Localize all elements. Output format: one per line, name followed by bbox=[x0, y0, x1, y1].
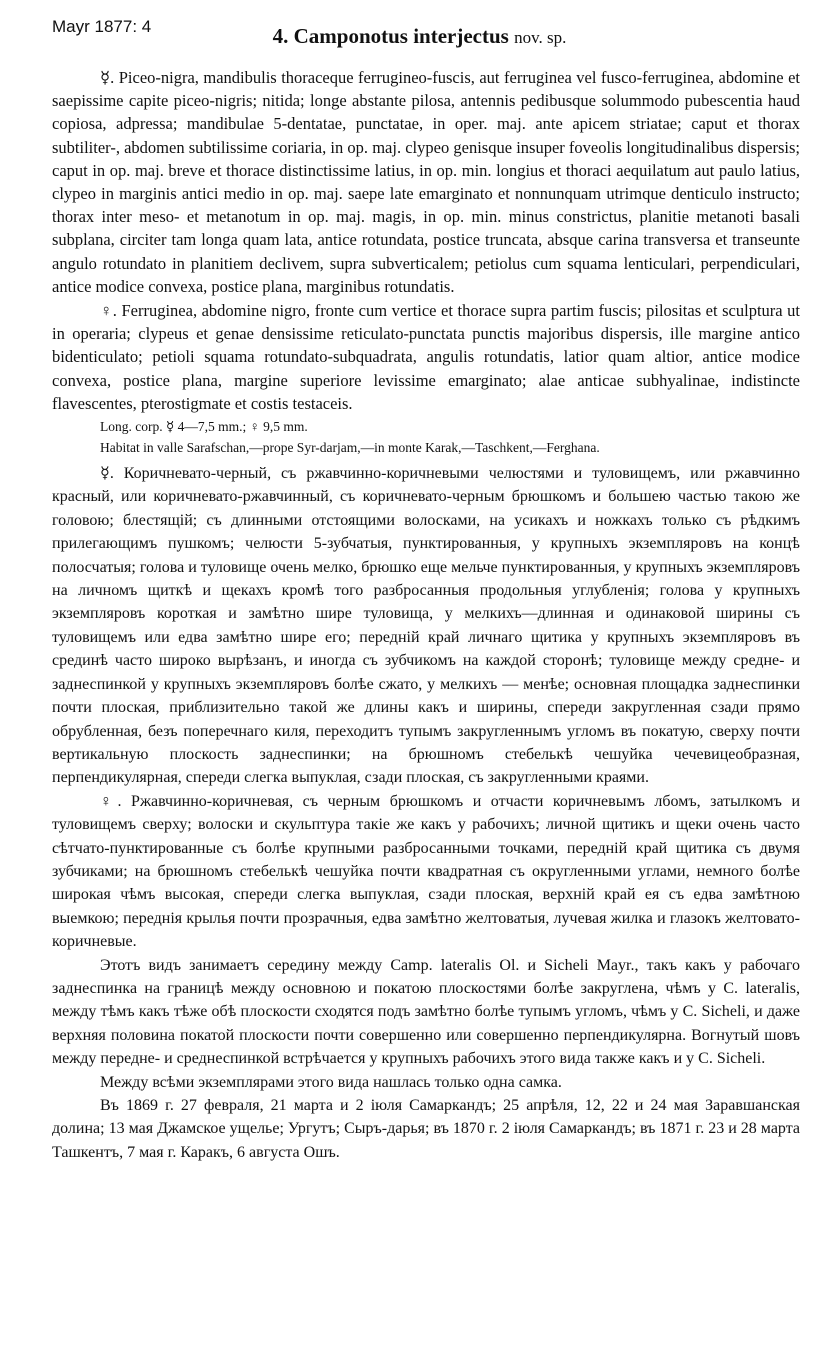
russian-note-paragraph: Между всѣми экземплярами этого вида нашлась только одна самка. bbox=[100, 1073, 562, 1091]
species-status: nov. sp. bbox=[514, 28, 567, 47]
page-citation: Mayr 1877: 4 bbox=[52, 17, 152, 36]
latin-worker-paragraph: ☿. Piceo-nigra, mandibulis thoraceque ferrugineo-fuscis, aut ferruginea vel fusco-ferruginea, abdomine et saepissime capite piceo-nigris; nitida; longe abstante pilosa, antennis pedibusque solummodo pubescentia haud copiosa, adpressa; mandibulae 5-dentatae, punctatae, in oper. maj. ante apicem striatae; caput et thorax subtiliter-, abdomen subtilissime coriaria, in op. maj. clypeo genisque insuper foveolis longitudinalibus dispersis; caput in op. maj. breve et thorace distinctissime latius, in op. min. longius et thoraci aequilatum aut paulo latius, clypeo in marginis antici medio in op. maj. saepe late emarginato et nonnunquam utrimque denticulo instructo; thorax inter meso- et metanotum in op. maj. magis, in op. min. minus constrictus, planitie metanoti basali subplana, circiter tam longa quam lata, antice rotundata, postice truncata, absque carina transversa et transeunte angulo rotundato in planitiem declivem, supra subverticalem; petiolus cum squama lenticulari, perpendiculari, antice modice convexa, postice plana, marginibus rotundatis. bbox=[52, 68, 800, 296]
document-body bbox=[52, 66, 800, 1164]
latin-female-paragraph: ♀. Ferruginea, abdomine nigro, fronte cum vertice et thorace supra partim fuscis; pilositas et sculptura ut in operaria; clypeus et genae densissime reticulato-punctata punctis majoribus dispersis, ille margine antico bidenticulato; petioli squama rotundato-subquadrata, angulis rotundatis, latior quam altior, antice modice convexa, postice plana, margine superiore levissime emarginato; alae anticae subhyalinae, indistincte flavescentes, pterostigmate et costis testaceis. bbox=[52, 301, 800, 413]
body-length-line: Long. corp. ☿ 4—7,5 mm.; ♀ 9,5 mm. bbox=[100, 419, 308, 435]
page-title bbox=[0, 24, 839, 49]
russian-worker-paragraph: ☿. Коричневато-черный, съ ржавчинно-коричневыми челюстями и туловищемъ, или ржавчинно красный, или коричневато-ржавчинный, съ коричневато-черным брюшкомъ и большею частью такою же головою; блестящій; съ длинными отстоящими волосками, на усикахъ и ножкахъ только съ рѣдкимъ прилегающимъ пушкомъ; челюсти 5-зубчатыя, пунктированныя, у крупныхъ экземпляровъ на концѣ полосчатыя; голова и туловище очень мелко, брюшко еще мельче пунктированныя, у крупныхъ экземпляровъ на личномъ щиткѣ и щекахъ кромѣ того разбросанныя продольныя углубленія; голова у крупныхъ экземпляровъ короткая и замѣтно шире туловища, у мелкихъ—длинная и одинаковой ширины съ туловищемъ или едва замѣтно шире его; передній край личнаго щитика у крупныхъ экземпляровъ въ срединѣ часто широко вырѣзанъ, и иногда съ зубчикомъ на каждой сторонѣ; туловище между средне- и заднеспинкой у крупныхъ экземпляровъ болѣе сжато, у мелкихъ — менѣе; основная площадка заднеспинки почти плоская, приблизительно такой же длины какъ и ширины, спереди закругленная сзади прямо обрубленная, безъ поперечнаго киля, переходитъ тупымъ закругленнымъ угломъ въ покатую, сверху почти вертикальную плоскость заднеспинки; на брюшномъ стебелькѣ чешуйка чечевицеобразная, перпендикулярная, спереди слегка выпуклая, сзади плоская, съ закругленными краями. bbox=[52, 465, 800, 787]
species-number: 4. bbox=[272, 24, 289, 48]
species-name: Camponotus interjectus bbox=[293, 24, 509, 48]
habitat-line: Habitat in valle Sarafschan,—prope Syr-darjam,—in monte Karak,—Taschkent,—Ferghana. bbox=[100, 440, 600, 456]
russian-female-paragraph: ♀. Ржавчинно-коричневая, съ черным брюшкомъ и отчасти коричневымъ лбомъ, затылкомъ и туловищемъ сверху; волоски и скульптура такіе же какъ у рабочихъ; личной щитикъ и щеки очень часто сѣтчато-пунктированные съ болѣе крупными разбросанными точками, передній край щитика съ двумя зубчиками; на брюшномъ стебелькѣ чешуйка почти квадратная съ округленными углами, немного болѣе широкая чѣмъ высокая, спереди слегка выпуклая, сзади плоская, верхній край ея съ едва замѣтною выемкою; переднія крылья почти прозрачныя, едва замѣтно желтоватыя, лучевая жилка и глазокъ желтовато-коричневые. bbox=[52, 792, 800, 951]
russian-comparison-paragraph: Этотъ видъ занимаетъ середину между Camp. lateralis Ol. и Sicheli Mayr., такъ какъ у рабочаго заднеспинка на границѣ между основною и покатою плоскостями болѣе закруглена, чѣмъ у C. lateralis, между тѣмъ какъ тѣже обѣ плоскости сходятся подъ замѣтно болѣе тупымъ угломъ, чѣмъ у C. Sicheli, и даже верхняя половина покатой плоскости почти совершенно или совершенно перпендикулярна. Вогнутый шовъ между передне- и среднеспинкой встрѣчается у крупныхъ рабочихъ этого вида также какъ и у C. Sicheli. bbox=[52, 956, 800, 1068]
russian-records-paragraph: Въ 1869 г. 27 февраля, 21 марта и 2 іюля Самаркандъ; 25 апрѣля, 12, 22 и 24 мая Заравшанская долина; 13 мая Джамское ущелье; Ургутъ; Сыръ-дарья; въ 1870 г. 2 іюля Самаркандъ; въ 1871 г. 23 и 28 марта Ташкентъ, 7 мая г. Каракъ, 6 августа Ошъ. bbox=[52, 1097, 800, 1161]
